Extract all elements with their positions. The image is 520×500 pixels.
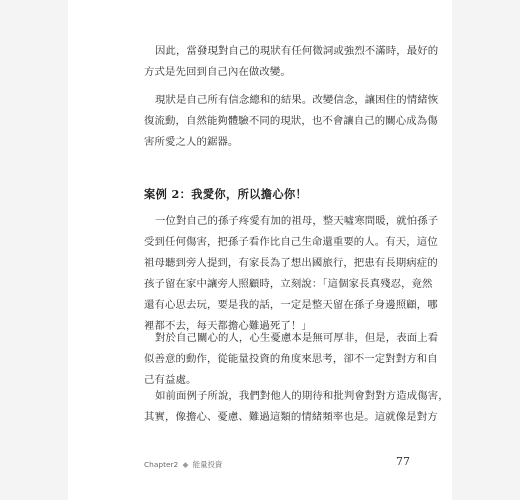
paragraph-line: 一位對自己的孫子疼愛有加的祖母，整天噓寒問暖，就怕孫子 [155,215,439,227]
paragraph-5 [144,386,449,428]
paragraph-line: 方式是先回到自己內在做改變。 [144,66,291,78]
paragraph-line: 害所愛之人的鋸器。 [144,136,239,148]
paragraph-line: 還有心思去玩，要是我的話，一定是整天留在孫子身邊照顧，哪 [144,299,438,311]
running-footer [144,459,222,470]
paragraph-line: 復流動，自然能夠體驗不同的現狀，也不會讓自己的關心成為傷 [144,115,438,127]
paragraph-4 [144,328,444,391]
paragraph-line: 現狀是自己所有信念總和的結果。改變信念，讓困住的情緒恢 [155,94,439,106]
paragraph-line: 受到任何傷害，把孫子看作比自己生命還重要的人。有天，這位 [144,236,438,248]
diamond-separator-icon: ◆ [182,460,189,469]
left-margin-shade [0,0,68,500]
right-margin-shade [452,0,520,500]
paragraph-line: 如前面例子所說，我們對他人的期待和批判會對對方造成傷害， [155,390,449,402]
paragraph-line: 孩子留在家中讓旁人照顧時，立刻說：「這個家長真殘忍，竟然 [144,278,433,290]
page-number: 77 [396,455,410,468]
paragraph-line: 己有益處。 [144,374,197,386]
paragraph-3 [144,211,444,337]
paragraph-line: 似善意的動作，從能量投資的角度來思考，卻不一定對對方和自 [144,353,438,365]
paragraph-1 [144,41,444,83]
paragraph-line: 其實，像擔心、憂慮、難過這類的情緒頻率也是。這就像是對方 [144,411,438,423]
paragraph-line: 因此，當發現對自己的現狀有任何微詞或強烈不滿時，最好的 [155,45,439,57]
paragraph-2 [144,90,444,153]
section-label: 能量投資 [192,460,223,469]
chapter-label: Chapter2 [144,460,179,469]
paragraph-line: 對於自己關心的人，心生憂慮本是無可厚非，但是，表面上看 [155,332,439,344]
paragraph-line: 裡都不去，每天都擔心難過死了！」 [144,320,312,332]
case-heading: 案例 2：我愛你，所以擔心你！ [144,187,308,201]
paragraph-line: 祖母聽到旁人提到，有家長為了想出國旅行，把患有長期病症的 [144,257,438,269]
